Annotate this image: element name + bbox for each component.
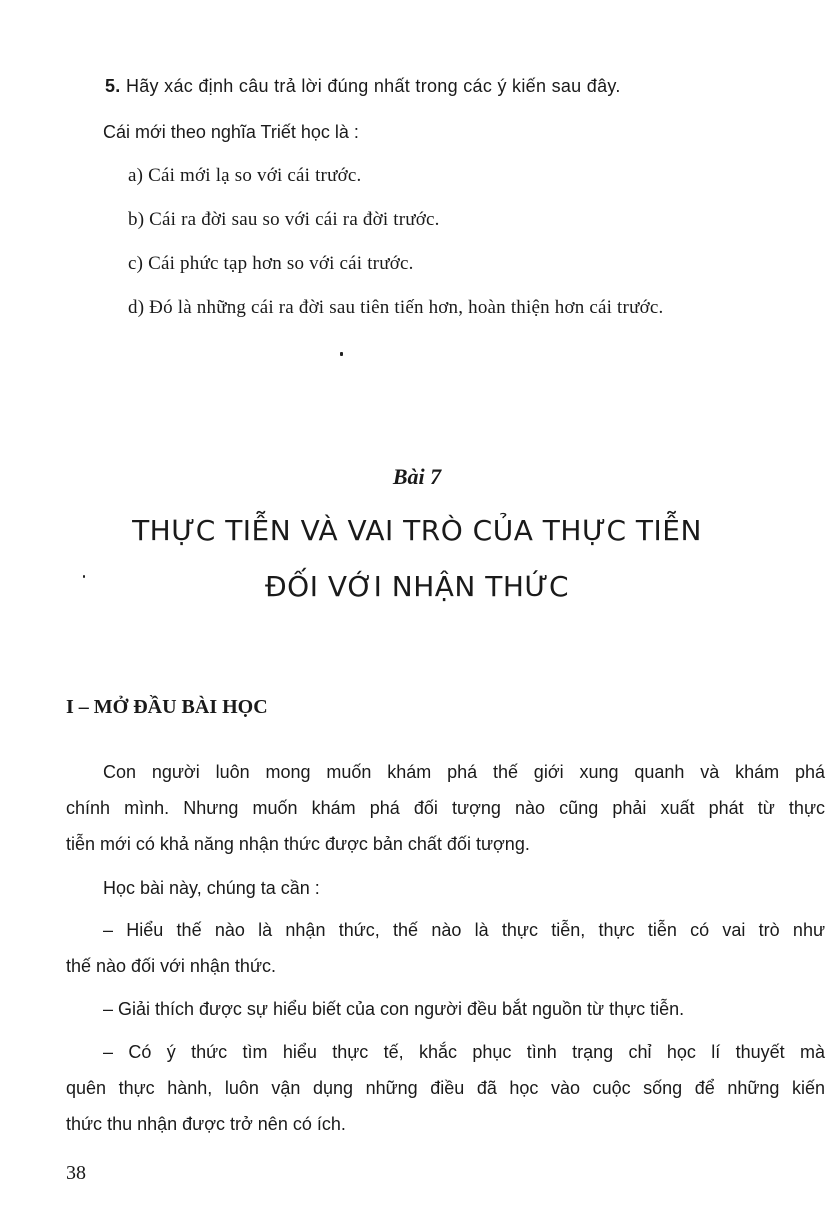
goal-3-line-3: thức thu nhận được trở nên có ích. <box>66 1114 346 1134</box>
intro-line-2: chính mình. Nhưng muốn khám phá đối tượng nào cũng phải xuất phát từ thực <box>66 798 825 818</box>
option-d: d) Đó là những cái ra đời sau tiên tiến hơn, hoàn thiện hơn cái trước. <box>128 297 664 318</box>
exercise-prompt-text: Hãy xác định câu trả lời đúng nhất trong các ý kiến sau đây. <box>125 76 621 96</box>
lesson-number: Bài 7 <box>392 464 442 489</box>
option-b: b) Cái ra đời sau so với cái ra đời trước. <box>128 209 440 230</box>
section-heading: I – MỞ ĐẦU BÀI HỌC <box>66 696 268 718</box>
option-c: c) Cái phức tạp hơn so với cái trước. <box>128 253 414 274</box>
scan-speck <box>340 352 343 356</box>
option-a: a) Cái mới lạ so với cái trước. <box>128 165 362 186</box>
goals-lead: Học bài này, chúng ta cần : <box>103 878 320 898</box>
goal-3-line-2: quên thực hành, luôn vận dụng những điều đã học vào cuộc sống để những kiến <box>66 1078 825 1098</box>
intro-line-1: Con người luôn mong muốn khám phá thế giới xung quanh và khám phá <box>103 762 825 782</box>
lesson-title-line-2: ĐỐI VỚI NHẬN THỨC <box>264 570 569 603</box>
intro-line-3: tiễn mới có khả năng nhận thức được bản chất đối tượng. <box>66 834 530 854</box>
lesson-title-line-1: THỰC TIỄN VÀ VAI TRÒ CỦA THỰC TIỄN <box>132 514 702 547</box>
page-number: 38 <box>66 1162 86 1184</box>
exercise-prompt <box>105 74 621 98</box>
goal-1-line-2: thế nào đối với nhận thức. <box>66 956 276 976</box>
exercise-number: 5. <box>105 76 121 96</box>
exercise-stem: Cái mới theo nghĩa Triết học là : <box>103 122 359 142</box>
goal-3-line-1: – Có ý thức tìm hiểu thực tế, khắc phục tình trạng chỉ học lí thuyết mà <box>103 1042 825 1062</box>
goal-2: – Giải thích được sự hiểu biết của con người đều bắt nguồn từ thực tiễn. <box>103 999 685 1019</box>
goal-1-line-1: – Hiểu thế nào là nhận thức, thế nào là thực tiễn, thực tiễn có vai trò như <box>103 920 825 940</box>
